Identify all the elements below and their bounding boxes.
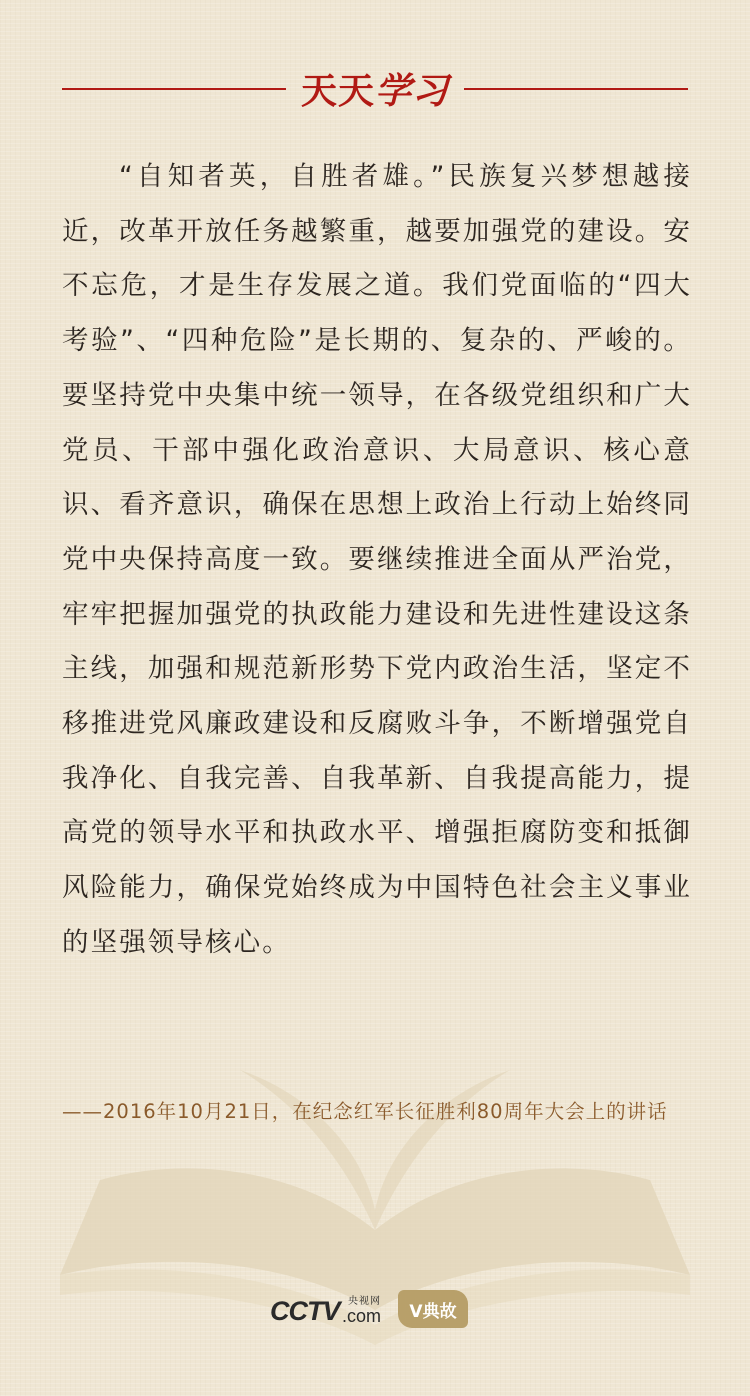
footer-logos [270,1288,485,1336]
quote-source: ——2016年10月21日，在纪念红军长征胜利80周年大会上的讲话 [62,1100,668,1123]
v-diangu-badge: V典故 [398,1290,468,1328]
cctv-logo: CCTV [270,1296,340,1326]
header-right-rule [464,88,688,90]
page-title [286,52,464,124]
header-left-rule [62,88,286,90]
title-plain: 天天 [300,69,375,112]
cctv-logo-domain: .com [342,1306,382,1326]
title-script: 学习 [375,69,450,112]
quote-body: “自知者英，自胜者雄。”民族复兴梦想越接近，改革开放任务越繁重，越要加强党的建设。安不忘危，才是生存发展之道。我们党面临的“四大考验”、“四种危险”是长期的、复杂的、严峻的。要坚持党中央集中统一领导，在各级党组织和广大党员、干部中强化政治意识、大局意识、核心意识、看齐意识，确保在思想上政治上行动上始终同党中央保持高度一致。要继续推进全面从严治党，牢牢把握加强党的执政能力建设和先进性建设这条主线，加强和规范新形势下党内政治生活，坚定不移推进党风廉政建设和反腐败斗争，不断增强党自我净化、自我完善、自我革新、自我提高能力，提高党的领导水平和执政水平、增强拒腐防变和抵御风险能力，确保党始终成为中国特色社会主义事业的坚强领导核心。 [62,161,692,958]
page-header [0,52,750,124]
cctv-logo-sub: 央视网 [348,1296,381,1307]
